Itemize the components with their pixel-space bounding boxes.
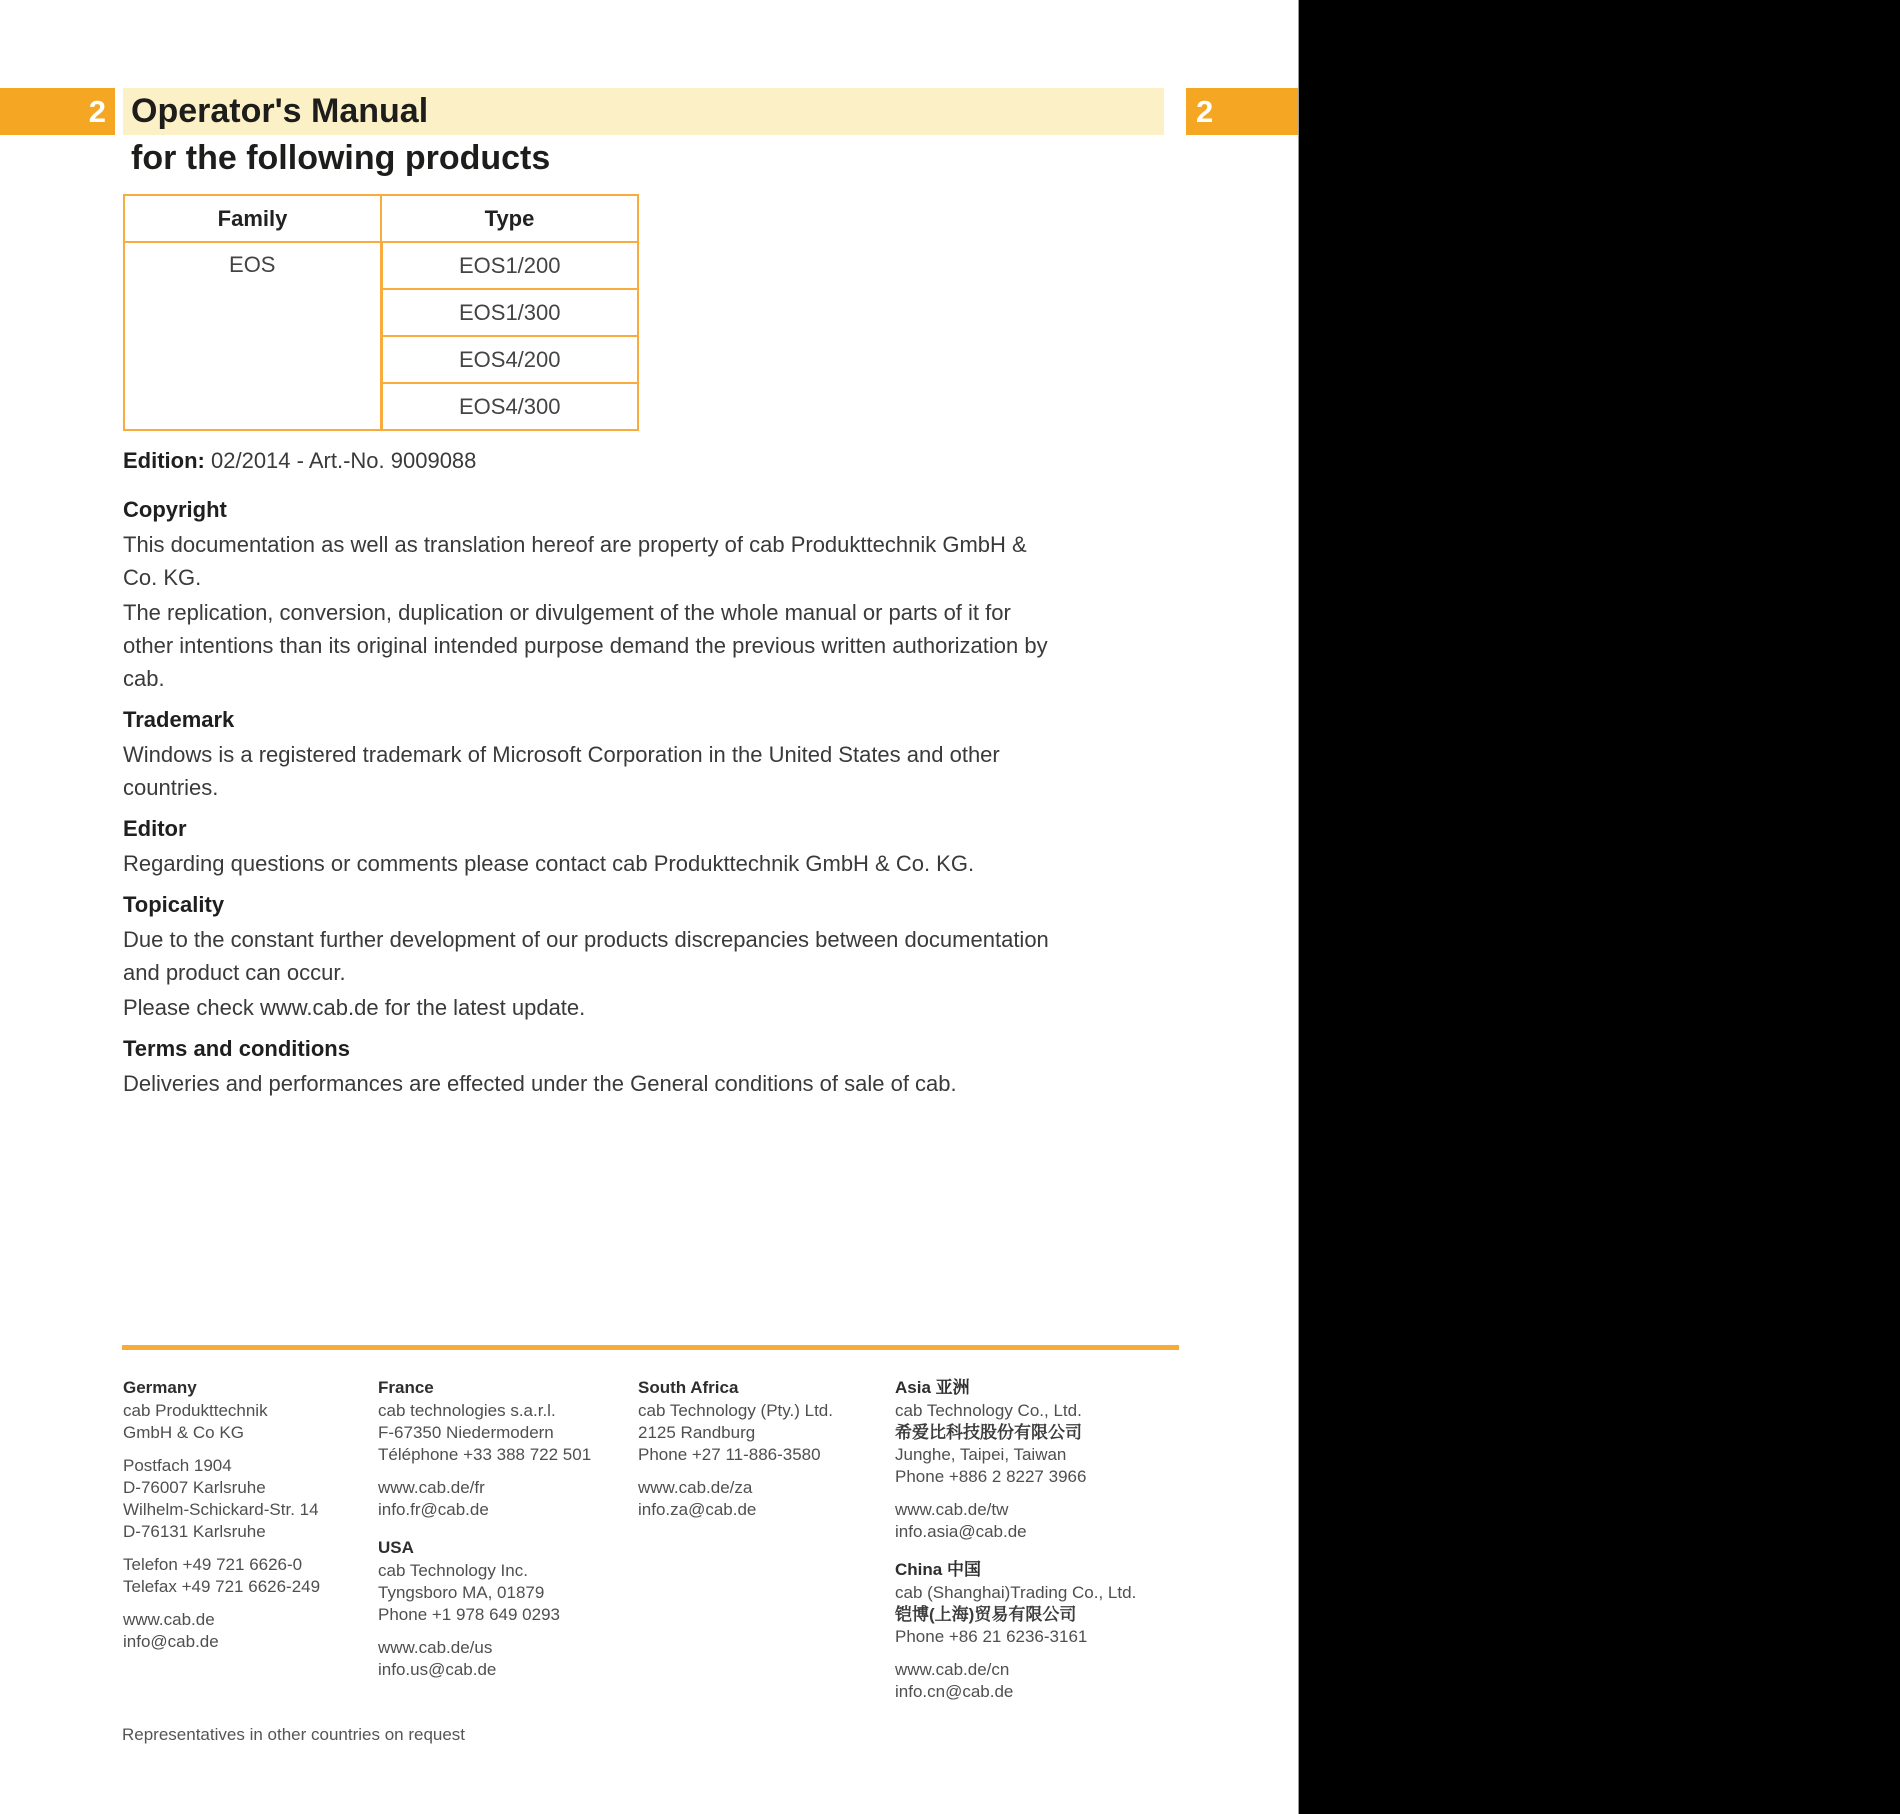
paragraph-line: The replication, conversion, duplication or divulgement of the whole manual or parts of it for	[123, 600, 1011, 625]
footer-line: Tyngsboro MA, 01879	[378, 1583, 545, 1602]
footer-group	[895, 1499, 1185, 1543]
footer-group	[378, 1637, 628, 1681]
footer-line: Phone +886 2 8227 3966	[895, 1467, 1087, 1486]
footer-group	[123, 1609, 373, 1653]
footer-country-heading: South Africa	[638, 1378, 739, 1397]
section-heading-copyright: Copyright	[123, 497, 227, 522]
footer-block	[378, 1377, 628, 1521]
paragraph-line: This documentation as well as translation hereof are property of cab Produkttechnik GmbH &	[123, 532, 1027, 557]
footer-line: Wilhelm-Schickard-Str. 14	[123, 1500, 319, 1519]
footer-website: www.cab.de/cn	[895, 1660, 1010, 1679]
paragraph-line: and product can occur.	[123, 960, 346, 985]
footer-column-germany	[123, 1377, 373, 1653]
footer-line: Phone +27 11-886-3580	[638, 1445, 821, 1464]
footer-website: www.cab.de/za	[638, 1478, 753, 1497]
footer-line-cjk: 希爱比科技股份有限公司	[895, 1423, 1082, 1442]
column-header-family: Family	[124, 195, 381, 242]
footer-country-heading: France	[378, 1378, 434, 1397]
footer-group	[895, 1582, 1185, 1648]
section-number-badge-left	[0, 88, 115, 135]
footer-email: info.cn@cab.de	[895, 1682, 1014, 1701]
footer-block	[123, 1377, 373, 1653]
family-cell: EOS	[124, 242, 381, 430]
footer-line: Postfach 1904	[123, 1456, 232, 1475]
footer-country-heading: Asia 亚洲	[895, 1378, 970, 1397]
product-table	[123, 194, 639, 431]
paragraph	[123, 738, 1213, 804]
footer-email: info.fr@cab.de	[378, 1500, 489, 1519]
paragraph	[123, 923, 1213, 989]
footer-email: info.us@cab.de	[378, 1660, 497, 1679]
section-number-badge-right	[1186, 88, 1298, 135]
page-title-line1: Operator's Manual	[131, 92, 429, 130]
edition-value: 02/2014 - Art.-No. 9009088	[211, 448, 477, 473]
type-cell: EOS1/300	[381, 289, 638, 336]
footer-country-heading: Germany	[123, 1378, 197, 1397]
footer-line: Phone +1 978 649 0293	[378, 1605, 560, 1624]
footer-group	[123, 1554, 373, 1598]
footer-group	[123, 1455, 373, 1543]
footer-line: Telefon +49 721 6626-0	[123, 1555, 303, 1574]
paragraph	[123, 1067, 1213, 1100]
footer-group	[123, 1400, 373, 1444]
paragraph-line: other intentions than its original intended purpose demand the previous written authorization by	[123, 633, 1048, 658]
footer-website: www.cab.de	[123, 1610, 215, 1629]
footer-group	[378, 1477, 628, 1521]
paragraph-line: Regarding questions or comments please contact cab Produkttechnik GmbH & Co. KG.	[123, 851, 975, 876]
paragraph-line: Windows is a registered trademark of Microsoft Corporation in the United States and other	[123, 742, 1000, 767]
page-title-line2: for the following products	[131, 139, 551, 177]
footer-line: cab (Shanghai)Trading Co., Ltd.	[895, 1583, 1137, 1602]
footer-group	[895, 1400, 1185, 1488]
table-header-row	[124, 195, 638, 242]
footer-group	[895, 1659, 1185, 1703]
paragraph	[123, 847, 1213, 880]
section-heading-trademark: Trademark	[123, 707, 235, 732]
section-number: 2	[88, 94, 106, 129]
paragraph	[123, 596, 1213, 695]
footer-column-asia-china	[895, 1377, 1185, 1703]
paragraph-line: countries.	[123, 775, 219, 800]
footer-line: 2125 Randburg	[638, 1423, 756, 1442]
footer-divider-rule	[122, 1345, 1179, 1350]
paragraph	[123, 991, 1213, 1024]
footer-note: Representatives in other countries on request	[122, 1725, 466, 1744]
footer-line: Telefax +49 721 6626-249	[123, 1577, 321, 1596]
footer-line: GmbH & Co KG	[123, 1423, 244, 1442]
type-cell: EOS1/200	[381, 242, 638, 289]
paragraph-line: Please check www.cab.de for the latest update.	[123, 995, 586, 1020]
footer-country-heading: China 中国	[895, 1560, 981, 1579]
paragraph-line: Co. KG.	[123, 565, 202, 590]
section-number: 2	[1196, 94, 1214, 129]
footer-country-heading: USA	[378, 1538, 414, 1557]
column-header-type: Type	[381, 195, 638, 242]
section-heading-editor: Editor	[123, 816, 187, 841]
footer-block	[895, 1377, 1185, 1543]
footer-line: cab Technology (Pty.) Ltd.	[638, 1401, 833, 1420]
footer-email: info.za@cab.de	[638, 1500, 757, 1519]
footer-line: cab Technology Co., Ltd.	[895, 1401, 1082, 1420]
footer-block	[638, 1377, 888, 1521]
type-cell: EOS4/200	[381, 336, 638, 383]
footer-line: F-67350 Niedermodern	[378, 1423, 554, 1442]
footer-website: www.cab.de/fr	[378, 1478, 485, 1497]
footer-line: Téléphone +33 388 722 501	[378, 1445, 592, 1464]
footer-column-france-usa	[378, 1377, 628, 1681]
right-black-margin	[1298, 0, 1900, 1814]
footer-line: Phone +86 21 6236-3161	[895, 1627, 1088, 1646]
footer-column-south-africa	[638, 1377, 888, 1521]
paragraph-line: cab.	[123, 666, 165, 691]
edition-label: Edition:	[123, 448, 205, 473]
footer-group	[378, 1560, 628, 1626]
footer-line: Junghe, Taipei, Taiwan	[895, 1445, 1067, 1464]
paragraph-line: Deliveries and performances are effected under the General conditions of sale of cab.	[123, 1071, 957, 1096]
table-row	[124, 242, 638, 289]
footer-group	[638, 1400, 888, 1466]
footer-block	[378, 1537, 628, 1681]
footer-line: cab technologies s.a.r.l.	[378, 1401, 556, 1420]
footer-email: info@cab.de	[123, 1632, 219, 1651]
body-text	[123, 444, 1213, 1102]
footer-group	[638, 1477, 888, 1521]
footer-line: cab Technology Inc.	[378, 1561, 528, 1580]
footer-line: D-76007 Karlsruhe	[123, 1478, 266, 1497]
paragraph-line: Due to the constant further development of our products discrepancies between documentation	[123, 927, 1049, 952]
type-cell: EOS4/300	[381, 383, 638, 430]
edition-line	[123, 444, 1213, 477]
footer-line: cab Produkttechnik	[123, 1401, 268, 1420]
section-heading-terms: Terms and conditions	[123, 1036, 350, 1061]
paragraph	[123, 528, 1213, 594]
footer-line-cjk: 铠博(上海)贸易有限公司	[895, 1605, 1077, 1624]
section-heading-topicality: Topicality	[123, 892, 225, 917]
footer-group	[378, 1400, 628, 1466]
footer-website: www.cab.de/tw	[895, 1500, 1009, 1519]
footer-website: www.cab.de/us	[378, 1638, 493, 1657]
footer-line: D-76131 Karlsruhe	[123, 1522, 266, 1541]
footer-email: info.asia@cab.de	[895, 1522, 1027, 1541]
footer-block	[895, 1559, 1185, 1703]
